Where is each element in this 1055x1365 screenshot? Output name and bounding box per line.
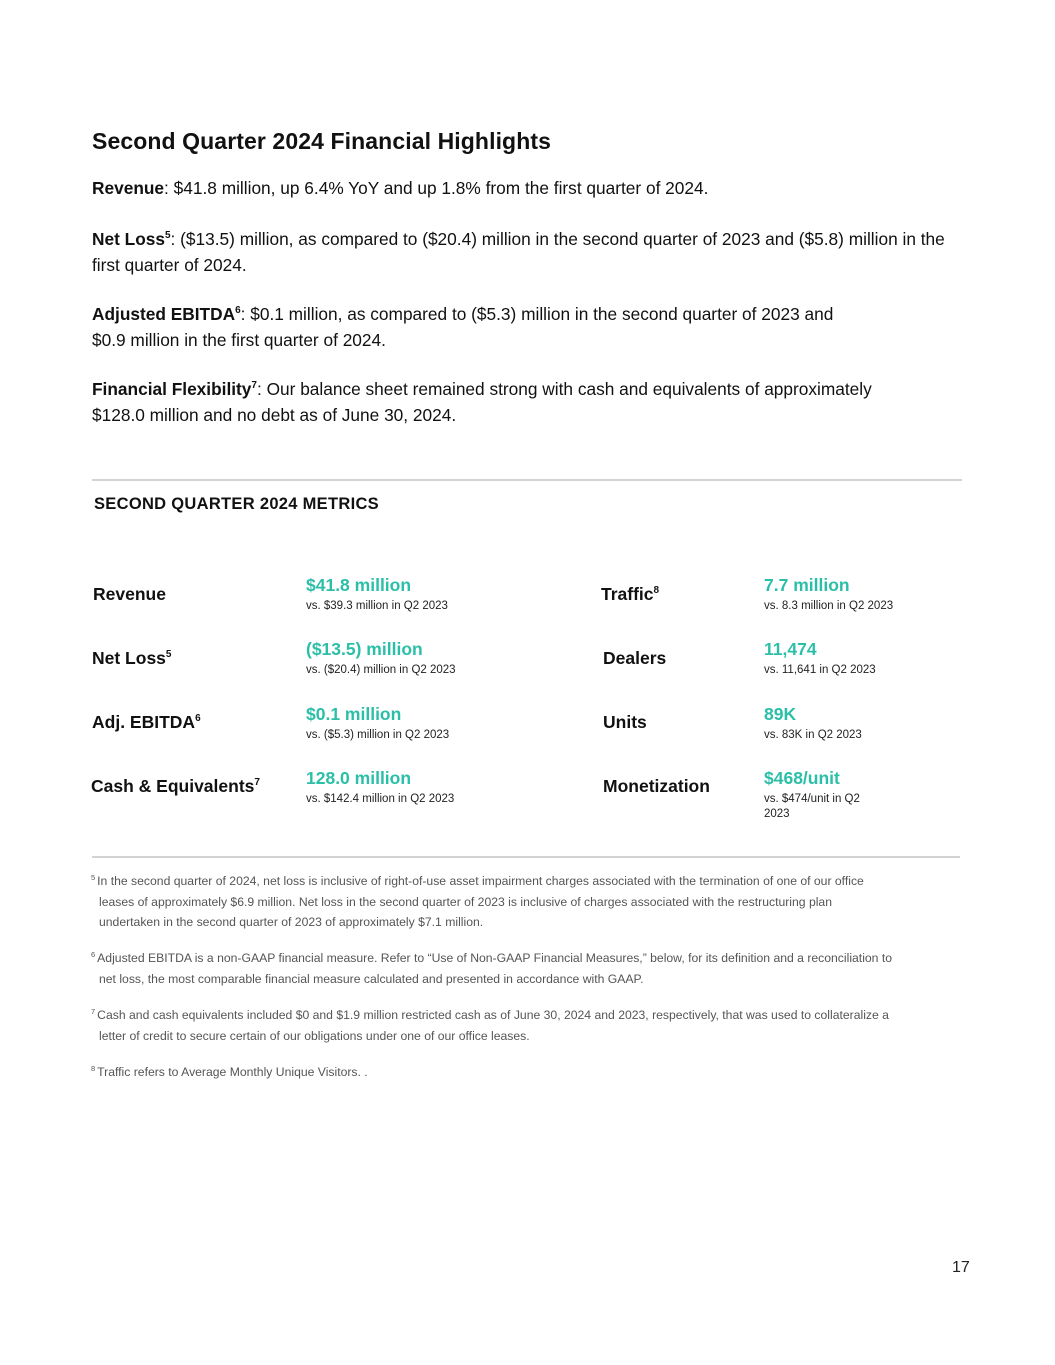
metric-value-revenue: $41.8 million — [306, 575, 412, 595]
metric-value-monetization: $468/unit — [764, 768, 840, 788]
divider-bottom — [92, 856, 960, 858]
metric-value-traffic: 7.7 million — [764, 575, 850, 595]
divider-top — [92, 479, 962, 481]
metric-label-dealers: Dealers — [603, 648, 667, 668]
highlight-text: : $41.8 million, up 6.4% YoY and up 1.8% from the first quarter of 2024. — [164, 178, 709, 198]
metric-value-dealers: 11,474 — [764, 639, 817, 659]
metric-comparison-adj-ebitda: vs. ($5.3) million in Q2 2023 — [306, 729, 450, 741]
metric-value-net-loss: ($13.5) million — [306, 639, 423, 659]
highlight-adjusted-ebitda — [92, 302, 992, 353]
metric-comparison-revenue: vs. $39.3 million in Q2 2023 — [306, 600, 448, 612]
highlight-financial-flexibility — [92, 377, 992, 428]
page-number: 17 — [952, 1259, 970, 1276]
metric-value-cash: 128.0 million — [306, 768, 412, 788]
metric-comparison-traffic: vs. 8.3 million in Q2 2023 — [764, 600, 894, 612]
highlight-text: : Our balance sheet remained strong with cash and equivalents of approximately — [256, 379, 872, 399]
metric-value-units: 89K — [764, 704, 797, 724]
footnote-ref: 6 — [235, 305, 241, 317]
metrics-heading: SECOND QUARTER 2024 METRICS — [94, 495, 379, 513]
footnote-5: $^5$ In the second quarter of 2024, net loss is inclusive of right-of-use asset impairment charges associated with the termination of one of our office leases of approximately $6.9 million. Net loss in the second quarter of 2023 is inclusive of charges associated with the restructuring plan undertaken in the second quarter of 2023 of approximately $7.1 million. — [91, 872, 864, 929]
footnote-8: $^8$ Traffic refers to Average Monthly Unique Visitors. . — [91, 1063, 368, 1079]
highlight-label: Financial Flexibility — [92, 379, 252, 399]
highlight-text: : ($13.5) million, as compared to ($20.4) million in the second quarter of 2023 and ($5.8) million in the first quarter of 2024. — [92, 229, 945, 275]
metric-value-adj-ebitda: $0.1 million — [306, 704, 402, 724]
metric-label-units: Units — [603, 712, 647, 732]
highlight-label: Adjusted EBITDA — [92, 304, 236, 324]
footnote-number: 8 — [91, 1063, 96, 1073]
footnote-6: $^6$ Adjusted EBITDA is a non-GAAP financial measure. Refer to “Use of Non-GAAP Financial Measures,” below, for its definition and a reconciliation to net loss, the most comparable financial measure calculated and presented in accordance with GAAP. — [91, 949, 893, 986]
page-title: Second Quarter 2024 Financial Highlights — [92, 128, 552, 154]
highlight-text: $0.9 million in the first quarter of 2024. — [92, 329, 386, 350]
footnote-number: 6 — [91, 949, 96, 959]
metric-comparison-monetization: vs. $474/unit in Q2 2023 — [764, 793, 860, 820]
footnote-ref: 7 — [251, 380, 257, 392]
metric-comparison-units: vs. 83K in Q2 2023 — [764, 729, 862, 741]
footnote-number: 5 — [91, 872, 96, 882]
metric-comparison-cash: vs. $142.4 million in Q2 2023 — [306, 793, 455, 805]
highlight-text: $128.0 million and no debt as of June 30, 2024. — [92, 404, 457, 425]
footnote-7: $^7$ Cash and cash equivalents included $0 and $1.9 million restricted cash as of June 30, 2024 and 2023, respectively, that was used to collateralize a letter of credit to secure certain of our obligations under one of our office leases. — [91, 1006, 889, 1043]
highlight-label: Revenue — [92, 178, 165, 198]
metric-label-traffic: Traffic$^8$ — [601, 584, 660, 604]
metric-label-monetization: Monetization — [603, 776, 710, 796]
footnote-number: 7 — [91, 1006, 96, 1016]
footnote-ref: 5 — [164, 230, 171, 242]
metric-comparison-net-loss: vs. ($20.4) million in Q2 2023 — [306, 664, 456, 676]
metric-comparison-dealers: vs. 11,641 in Q2 2023 — [764, 664, 876, 676]
highlight-net-loss — [92, 227, 972, 278]
metric-label-net-loss: Net Loss$^5$ — [92, 648, 172, 668]
highlight-revenue — [92, 176, 992, 202]
metric-label-cash: Cash & Equivalents$^7$ — [91, 776, 260, 796]
metric-label-adj-ebitda: Adj. EBITDA$^6$ — [92, 712, 201, 732]
metric-label-revenue: Revenue — [93, 584, 166, 604]
highlight-label: Net Loss — [92, 229, 165, 249]
highlight-text: : $0.1 million, as compared to ($5.3) million in the second quarter of 2023 and — [240, 304, 834, 324]
